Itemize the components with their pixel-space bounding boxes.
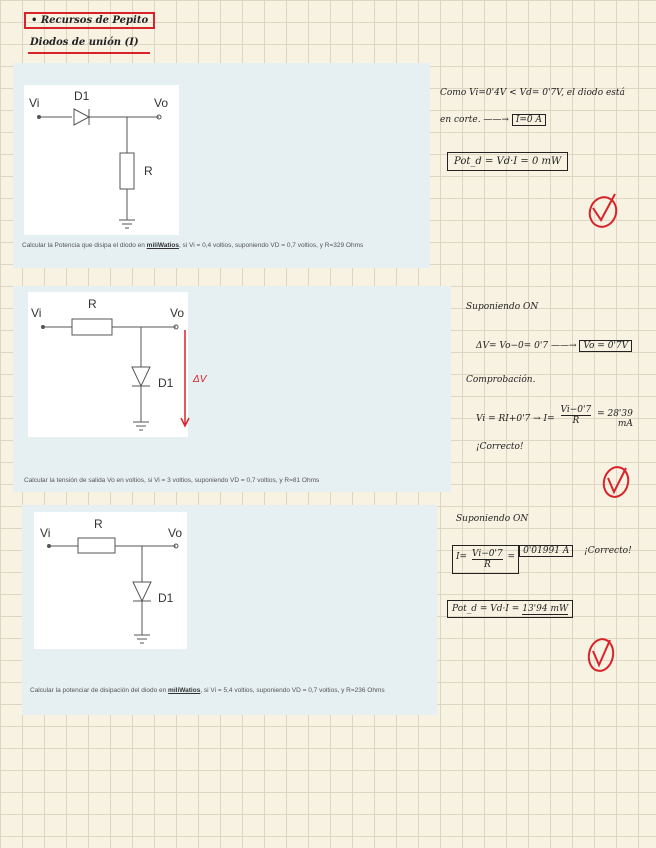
exercise-2-caption: Calcular la tensión de salida Vo en voltios, si Vi = 3 voltios, suponiendo VD = 0,7 voltios, y R=81 Ohms [24,477,320,484]
r-label: R [88,297,97,311]
delta-v-label: ΔV [193,374,207,385]
exercise-3-caption: Calcular la potenciar de disipación del diodo en miliWatios, si Vi = 5,4 voltios, suponiendo VD = 0,7 voltios, y R=236 Ohms [30,687,385,694]
vo-label: Vo [170,306,185,320]
ex1-note-line2: en corte. ——→ I=0 A [440,115,546,125]
d1-label: D1 [158,376,174,390]
ex3-current-eq: I= $\frac{Vi-0'7}{R}$ =0'01991 A ¡Correcto! [452,545,632,574]
ex1-note-line1: Como Vi=0'4V < Vd= 0'7V, el diodo está [440,88,625,98]
page-subtitle: Diodos de unión (I) [30,37,139,48]
ex2-delta-eq: ΔV= Vo−0= 0'7 ——→ Vo = 0'7V [476,341,632,351]
checkmark-icon [585,190,621,230]
subtitle-underline [28,52,150,54]
vo-label: Vo [154,96,169,110]
r-label: R [144,164,153,178]
vi-label: Vi [29,96,40,110]
ex2-check-title: Comprobación. [466,375,536,385]
vi-label: Vi [40,526,51,540]
ex1-power-box: Pot_d = Vd·I = 0 mW [447,152,568,171]
exercise-1-caption: Calcular la Potencia que disipa el diodo en miliWatios, si Vi = 0,4 voltios, suponiendo VD = 0,7 voltios, y R=329 Ohms [22,242,364,249]
exercise-1-circuit [24,85,179,235]
vo-label: Vo [168,526,183,540]
vi-label: Vi [31,306,42,320]
d1-label: D1 [158,591,174,605]
ex2-current-eq: Vi = RI+0'7 → I= $\frac{Vi-0'7}{R}$ = 28'39 mA [476,405,633,429]
ex2-suppose: Suponiendo ON [466,302,539,312]
d1-label: D1 [74,89,90,103]
voltage-arrow [180,328,210,432]
ex3-power-eq: Pot_d = Vd·I = 13'94 mW [447,604,573,614]
r-label: R [94,517,103,531]
checkmark-icon [585,634,617,674]
exercise-3-circuit [34,512,187,649]
checkmark-icon [600,462,632,500]
ex2-correct: ¡Correcto! [476,442,524,452]
ex3-suppose: Suponiendo ON [456,514,529,524]
exercise-2-circuit [28,292,188,437]
page-title: • Recursos de Pepito [24,12,155,29]
